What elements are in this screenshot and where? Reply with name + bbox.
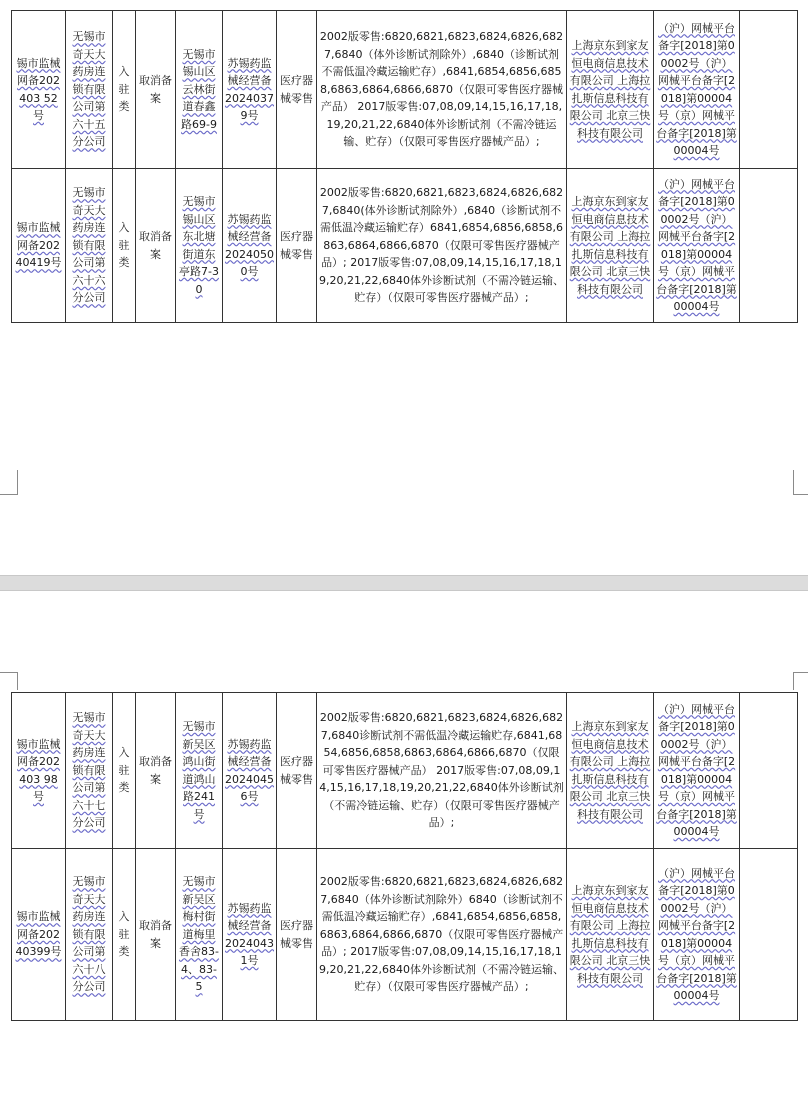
table-row [12, 693, 798, 849]
action-cell: 取消备案 [136, 169, 176, 323]
license-cell: 苏锡药监械经营备20240431号 [223, 849, 277, 1021]
blank-cell [740, 693, 798, 849]
blank-cell [740, 11, 798, 169]
platform-cell: 上海京东到家友恒电商信息技术有限公司 上海拉扎斯信息科技有限公司 北京三快科技有限公司 [567, 693, 654, 849]
license-cell: 苏锡药监械经营备20240456号 [223, 693, 277, 849]
table-row [12, 169, 798, 323]
registration-table-bottom [11, 692, 798, 1021]
blank-cell [740, 849, 798, 1021]
registration-table-top [11, 10, 798, 323]
type-cell: 入驻类 [113, 169, 136, 323]
record-number-cell: 锡市监械网备20240419号 [12, 169, 66, 323]
scope-cell: 2002版零售:6820,6821,6823,6824,6826,6827,6840（体外诊断试剂除外）,6840（诊断试剂不需低温冷藏运输贮存）,6841,6854,6856,6858,6863,6864,6866,6870（仅限可零售医疗器械产品） 2017版零售:07,08,09,14,15,16,17,18,19,20,21,22,6840体外诊断试剂（不需冷链运输、贮存）（仅限可零售医疗器械产品）; [317, 11, 567, 169]
page-separator [0, 575, 808, 591]
type-cell: 入驻类 [113, 11, 136, 169]
company-cell: 无锡市奇天大药房连锁有限公司第六十五分公司 [66, 11, 113, 169]
type-cell: 入驻类 [113, 849, 136, 1021]
record-number-cell: 锡市监械网备202403 52号 [12, 11, 66, 169]
platform-record-cell: （沪）网械平台备字[2018]第00002号（沪）网械平台备字[2018]第00004号（京）网械平台备字[2018]第00004号 [654, 849, 740, 1021]
crop-mark-bottom-left [0, 470, 18, 495]
scope-cell: 2002版零售:6820,6821,6823,6824,6826,6827,6840(体外诊断试剂除外）,6840（诊断试剂不需低温冷藏运输贮存）6841,6854,6856,6858,6863,6864,6866,6870（仅限可零售医疗器械产品）; 2017版零售:07,08,09,14,15,16,17,18,19,20,21,22,6840体外诊断试剂（不需冷链运输、贮存）（仅限可零售医疗器械产品）; [317, 169, 567, 323]
action-cell: 取消备案 [136, 693, 176, 849]
action-cell: 取消备案 [136, 849, 176, 1021]
category-cell: 医疗器械零售 [277, 849, 317, 1021]
category-cell: 医疗器械零售 [277, 169, 317, 323]
type-cell: 入驻类 [113, 693, 136, 849]
license-cell: 苏锡药监械经营备20240500号 [223, 169, 277, 323]
license-cell: 苏锡药监械经营备20240379号 [223, 11, 277, 169]
record-number-cell: 锡市监械网备20240399号 [12, 849, 66, 1021]
company-cell: 无锡市奇天大药房连锁有限公司第六十七分公司 [66, 693, 113, 849]
platform-cell: 上海京东到家友恒电商信息技术有限公司 上海拉扎斯信息科技有限公司 北京三快科技有限公司 [567, 169, 654, 323]
scope-cell: 2002版零售:6820,6821,6823,6824,6826,6827,6840（体外诊断试剂除外）6840（诊断试剂不需低温冷藏运输贮存）,6841,6854,6856,6858,6863,6864,6866,6870（仅限可零售医疗器械产品）; 2017版零售:07,08,09,14,15,16,17,18,19,20,21,22,6840体外诊断试剂（不需冷链运输、贮存）（仅限可零售医疗器械产品）; [317, 849, 567, 1021]
table-row [12, 849, 798, 1021]
address-cell: 无锡市锡山区云林街道春鑫路69-9 [176, 11, 223, 169]
address-cell: 无锡市锡山区东北塘街道东亭路7-30 [176, 169, 223, 323]
record-number-cell: 锡市监械网备202403 98号 [12, 693, 66, 849]
platform-record-cell: （沪）网械平台备字[2018]第00002号（沪）网械平台备字[2018]第00004号（京）网械平台备字[2018]第00004号 [654, 693, 740, 849]
platform-cell: 上海京东到家友恒电商信息技术有限公司 上海拉扎斯信息科技有限公司 北京三快科技有限公司 [567, 11, 654, 169]
action-cell: 取消备案 [136, 11, 176, 169]
category-cell: 医疗器械零售 [277, 693, 317, 849]
company-cell: 无锡市奇天大药房连锁有限公司第六十八分公司 [66, 849, 113, 1021]
address-cell: 无锡市新吴区梅村街道梅里香舍83-4、83-5 [176, 849, 223, 1021]
platform-cell: 上海京东到家友恒电商信息技术有限公司 上海拉扎斯信息科技有限公司 北京三快科技有限公司 [567, 849, 654, 1021]
document-page-1 [0, 0, 808, 470]
blank-cell [740, 169, 798, 323]
platform-record-cell: （沪）网械平台备字[2018]第00002号（沪）网械平台备字[2018]第00004号（京）网械平台备字[2018]第00004号 [654, 169, 740, 323]
document-page-2 [0, 690, 808, 1120]
category-cell: 医疗器械零售 [277, 11, 317, 169]
table-row [12, 11, 798, 169]
crop-mark-bottom-right [793, 470, 808, 495]
platform-record-cell: （沪）网械平台备字[2018]第00002号（沪）网械平台备字[2018]第00004号（京）网械平台备字[2018]第00004号 [654, 11, 740, 169]
address-cell: 无锡市新吴区鸿山街道鸿山路241号 [176, 693, 223, 849]
company-cell: 无锡市奇天大药房连锁有限公司第六十六分公司 [66, 169, 113, 323]
scope-cell: 2002版零售:6820,6821,6823,6824,6826,6827,6840诊断试剂不需低温冷藏运输贮存,6841,6854,6856,6858,6863,6864,6866,6870（仅限可零售医疗器械产品） 2017版零售:07,08,09,14,15,16,17,18,19,20,21,22,6840体外诊断试剂（不需冷链运输、贮存）（仅限可零售医疗器械产品）; [317, 693, 567, 849]
